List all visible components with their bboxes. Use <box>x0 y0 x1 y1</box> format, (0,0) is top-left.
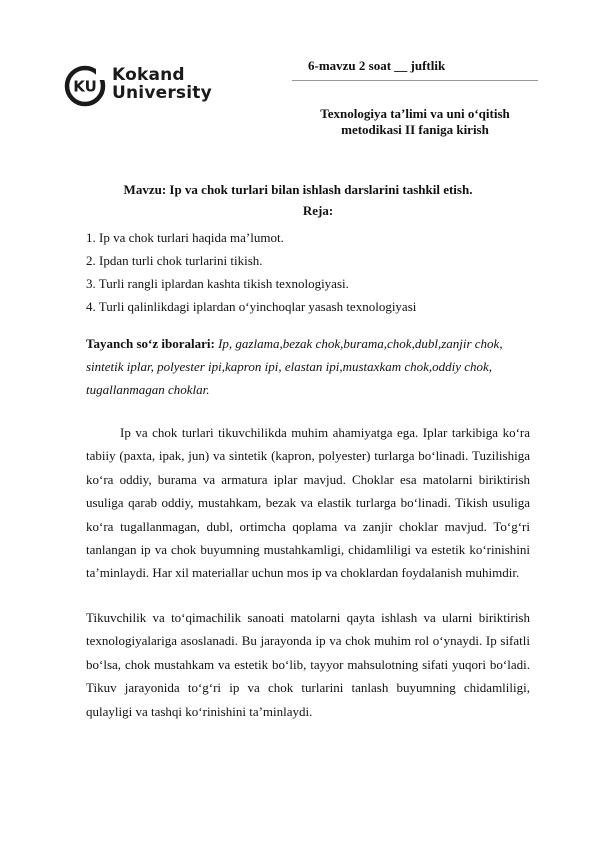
keywords-text: Ip, gazlama,bezak chok,burama,chok,dubl,zanjir chok, sintetik iplar, polyester ipi,kapron ipi, elastan ipi,mustaxkam chok,oddiy chok, tugallanmagan choklar. <box>86 336 503 397</box>
logo-line-1: Kokand <box>112 65 185 85</box>
plan-item: 1. Ip va chok turlari haqida ma’lumot. <box>86 230 284 245</box>
course-title-line-2: metodikasi II faniga kirish <box>341 122 489 137</box>
plan-list <box>86 226 416 318</box>
keywords-label: Tayanch so‘z iboralari: <box>86 336 215 351</box>
logo-wordmark <box>112 66 212 102</box>
logo-mark: KU <box>73 77 97 96</box>
plan-item: 3. Turli rangli iplardan kashta tikish texnologiyasi. <box>86 276 349 291</box>
plan-item: 4. Turli qalinlikdagi iplardan o‘yinchoqlar yasash texnologiyasi <box>86 299 417 314</box>
body-paragraph-2: Tikuvchilik va to‘qimachilik sanoati matolarni qayta ishlash va ularni biriktirish texnologiyalariga asoslanadi. Bu jarayonda ip va chok muhim rol o‘ynaydi. Ip sifatli bo‘lsa, chok mustahkam va estetik bo‘lib, tayyor mahsulotning sifati yuqori bo‘ladi. Tikuv jarayonida to‘g‘ri ip va chok turlarini tanlash buyumning chidamliligi, qulayligi va tashqi ko‘rinishini ta’minlaydi. <box>86 610 530 719</box>
logo-line-2: University <box>112 83 212 103</box>
keywords-block <box>86 332 530 401</box>
header-divider <box>292 80 538 81</box>
plan-item: 2. Ipdan turli chok turlarini tikish. <box>86 253 263 268</box>
ku-emblem-icon <box>64 64 108 108</box>
university-logo <box>64 64 214 108</box>
lesson-meta: 6-mavzu 2 soat __ juftlik <box>308 58 446 73</box>
course-title <box>300 106 530 138</box>
course-title-line-1: Texnologiya ta’limi va uni o‘qitish <box>320 106 510 121</box>
body-paragraph-1: Ip va chok turlari tikuvchilikda muhim ahamiyatga ega. Iplar tarkibiga ko‘ra tabiiy (paxta, ipak, jun) va sintetik (kapron, polyester) turlarga bo‘linadi. Tuzilishiga ko‘ra oddiy, burama va armatura iplar mavjud. Choklar esa matolarni biriktirish usuliga qarab oddiy, mustahkam, bezak va elastik turlarga bo‘linadi. Tikish usuliga ko‘ra tugallanmagan, dubl, ortimcha qoplama va zanjir choklar mavjud. To‘g‘ri tanlangan ip va chok buyumning mustahkamligi, chidamliligi va estetik ko‘rinishini ta’minlaydi. Har xil materiallar uchun mos ip va choklardan foydalanish muhimdir. <box>86 425 530 581</box>
topic-heading: Mavzu: Ip va chok turlari bilan ishlash darslarini tashkil etish. <box>123 182 473 197</box>
plan-heading: Reja: <box>302 203 334 218</box>
